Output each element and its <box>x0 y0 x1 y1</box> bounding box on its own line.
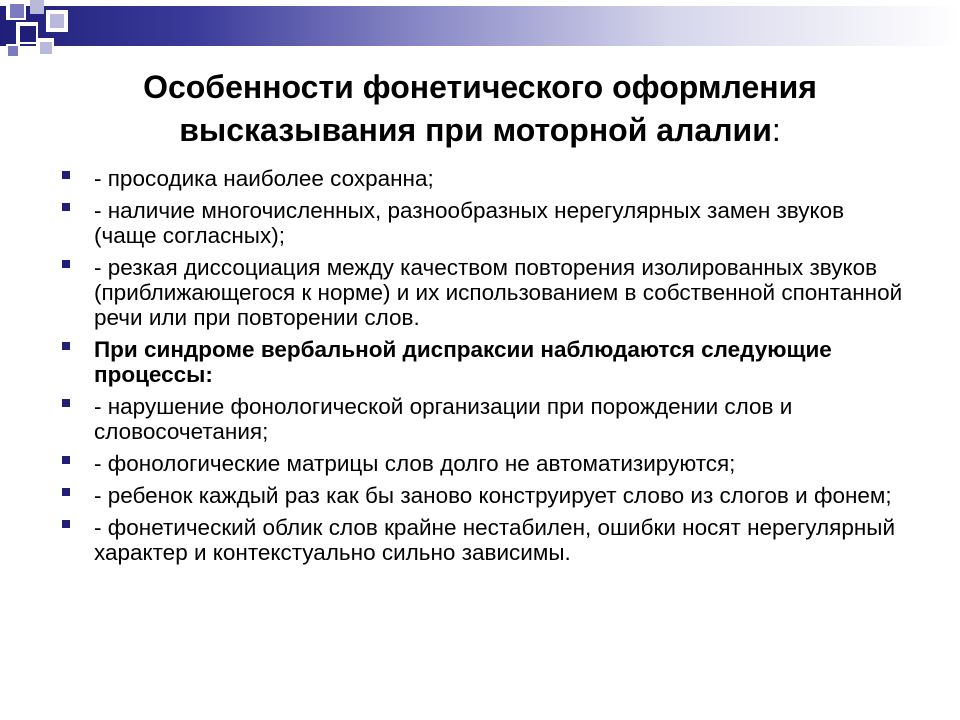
square-bullet-icon <box>62 488 70 496</box>
bullet-list <box>60 166 910 572</box>
list-item <box>60 394 910 444</box>
header-gradient-bar <box>0 6 960 46</box>
list-item <box>60 198 910 248</box>
list-item-text: - фонологические матрицы слов долго не автоматизируются; <box>94 451 736 476</box>
square-bullet-icon <box>62 456 70 464</box>
list-item <box>60 451 910 476</box>
list-item <box>60 166 910 191</box>
list-item <box>60 337 910 387</box>
list-item-text: - ребенок каждый раз как бы заново конструирует слово из слогов и фонем; <box>94 483 892 508</box>
square-bullet-icon <box>62 520 70 528</box>
square-bullet-icon <box>62 260 70 268</box>
list-item-text: - фонетический облик слов крайне нестабилен, ошибки носят нерегулярный характер и контекстуально сильно зависимы. <box>94 515 896 565</box>
square-bullet-icon <box>62 171 70 179</box>
list-item <box>60 255 910 330</box>
square-bullet-icon <box>62 342 70 350</box>
list-item-text: При синдроме вербальной диспраксии наблюдаются следующие процессы: <box>94 337 832 387</box>
slide-title-colon: : <box>771 112 781 148</box>
slide-title <box>40 66 920 152</box>
slide-title-line-1: Особенности фонетического оформления <box>143 69 817 105</box>
list-item-text: - просодика наиболее сохранна; <box>94 166 434 191</box>
list-item <box>60 515 910 565</box>
square-bullet-icon <box>62 399 70 407</box>
list-item <box>60 483 910 508</box>
slide-title-line-2-text: высказывания при моторной алалии <box>179 112 772 148</box>
slide-title-line-2 <box>40 109 920 152</box>
list-item-text: - резкая диссоциация между качеством повторения изолированных звуков (приближающегося к норме) и их использованием в собственной спонтанной речи или при повторении слов. <box>94 255 903 330</box>
square-bullet-icon <box>62 203 70 211</box>
list-item-text: - нарушение фонологической организации при порождении слов и словосочетания; <box>94 394 793 444</box>
list-item-text: - наличие многочисленных, разнообразных нерегулярных замен звуков (чаще согласных); <box>94 198 845 248</box>
